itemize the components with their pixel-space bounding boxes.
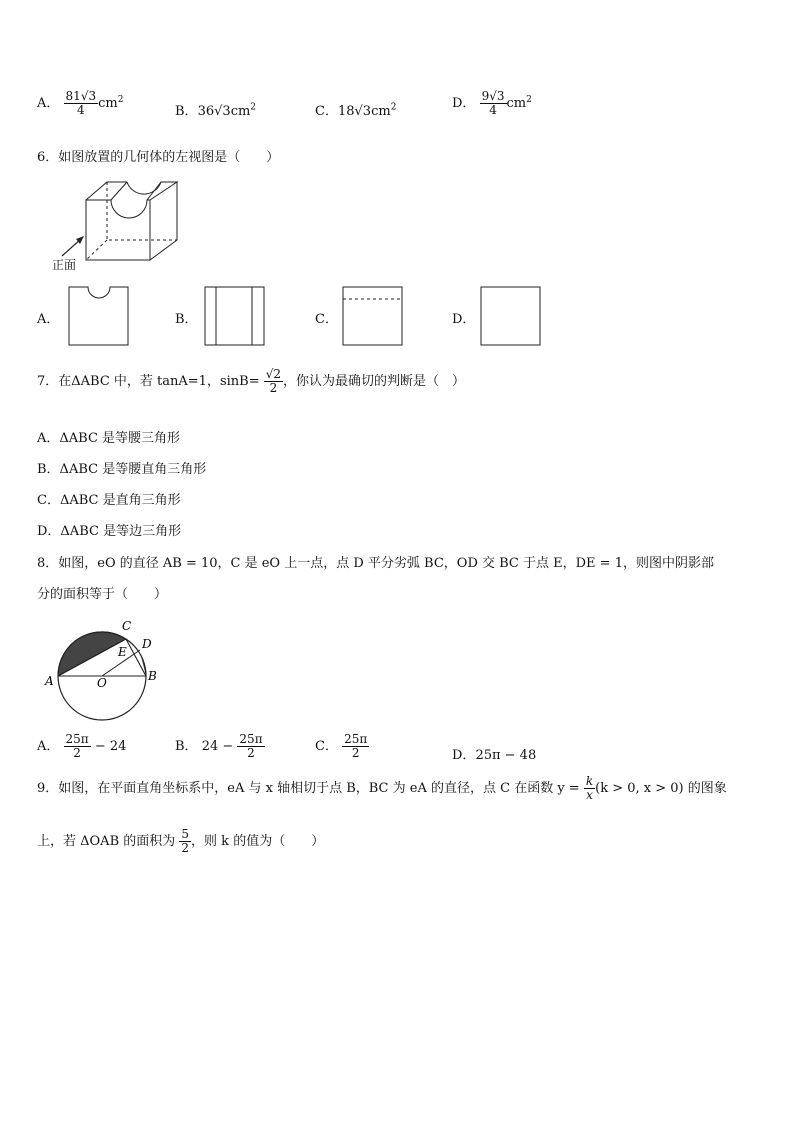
q7-option-a[interactable]: A．ΔABC 是等腰三角形 [37, 431, 181, 446]
q8-option-d[interactable]: D．25π − 48 [452, 748, 537, 763]
q5-option-d[interactable]: D． $\frac{9√3}{4}$ $cm^2$ [452, 89, 532, 118]
q5-option-a[interactable]: A． $\frac{81√3}{4}$ $cm^2$ [37, 89, 124, 118]
q7-option-d[interactable]: D．ΔABC 是等边三角形 [37, 524, 182, 539]
q9-stem-line1: 9．如图，在平面直角坐标系中，eA 与 x 轴相切于点 B，BC 为 eA 的直径，点 C 在函数 y = $\frac{k}{x}$ (k > 0, x > 0) 的图象 [37, 774, 727, 803]
label-c: C [122, 619, 132, 633]
q6-option-d-figure [478, 284, 544, 348]
q7-stem: 7．在ΔABC 中，若 tanA=1，sinB= $\frac{√2}{2}$ ，你认为最确切的判断是（ ） [37, 367, 466, 396]
q7-option-b[interactable]: B．ΔABC 是等腰直角三角形 [37, 462, 207, 477]
q9-stem-line2: 上，若 ΔOAB 的面积为 $\frac{5}{2}$ ，则 k 的值为（ ） [37, 827, 325, 856]
q8-option-c[interactable]: C． $\frac{25\pi}{2}$ [315, 732, 368, 761]
q5-d-fraction: $\frac{9√3}{4}$ [481, 89, 505, 118]
q8-option-a[interactable]: A． $\frac{25\pi}{2}$ − 24 [37, 732, 127, 761]
q6-option-c[interactable]: C． [315, 312, 338, 327]
front-label: 正面 [52, 258, 77, 272]
q6-stem: 6．如图放置的几何体的左视图是（ ） [37, 150, 280, 165]
q6-option-b[interactable]: B． [175, 312, 198, 327]
label-d: D [142, 637, 152, 651]
label-e: E [118, 645, 127, 659]
q5-option-b[interactable]: B．$36√3cm^2$ [175, 102, 257, 119]
q8-stem-line2: 分的面积等于（ ） [37, 587, 168, 602]
q6-option-a[interactable]: A． [37, 312, 60, 327]
q5-option-c[interactable]: C．$18√3cm^2$ [315, 102, 397, 119]
q7-option-c[interactable]: C．ΔABC 是直角三角形 [37, 493, 181, 508]
label-o: O [97, 676, 107, 690]
q8-stem-line1: 8．如图，eO 的直径 AB = 10，C 是 eO 上一点，点 D 平分劣弧 BC，OD 交 BC 于点 E，DE = 1，则图中阴影部 [37, 556, 714, 571]
q7-sinb-fraction: $\frac{√2}{2}$ [265, 367, 282, 396]
q8-circle-figure [40, 610, 170, 722]
label-b: B [148, 669, 157, 683]
q6-option-a-figure [66, 284, 132, 348]
q5-a-fraction: $\frac{81√3}{4}$ [65, 89, 97, 118]
q6-option-c-figure [340, 284, 406, 348]
q6-option-b-figure [202, 284, 268, 348]
label-a: A [45, 674, 54, 688]
q6-option-d[interactable]: D． [452, 312, 476, 327]
q8-option-b[interactable]: B． 24 − $\frac{25\pi}{2}$ [175, 732, 263, 761]
